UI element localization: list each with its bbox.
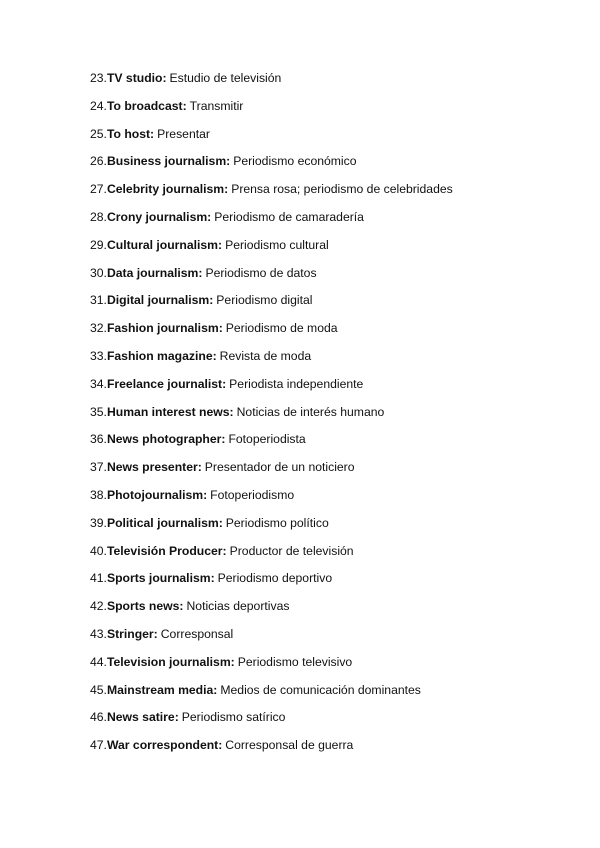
entry-number: 24.	[90, 98, 107, 113]
entry-term: Stringer:	[106, 626, 158, 641]
entry-translation: Noticias deportivas	[186, 599, 290, 614]
entry-translation: Periodismo televisivo	[237, 654, 353, 669]
glossary-entry	[90, 153, 453, 181]
glossary-entry	[90, 320, 453, 348]
entry-translation: Noticias de interés humano	[236, 404, 385, 419]
entry-term: News presenter:	[106, 460, 202, 475]
entry-number: 27.	[90, 182, 107, 197]
glossary-list	[90, 70, 453, 765]
glossary-entry	[90, 543, 453, 571]
entry-term: Fashion journalism:	[106, 321, 223, 336]
entry-number: 40.	[90, 543, 107, 558]
entry-number: 30.	[90, 265, 107, 280]
entry-translation: Periodismo cultural	[225, 237, 329, 252]
entry-term: Human interest news:	[106, 404, 234, 419]
entry-number: 28.	[90, 209, 107, 224]
glossary-entry	[90, 70, 453, 98]
entry-translation: Estudio de televisión	[169, 71, 282, 85]
entry-number: 37.	[90, 460, 107, 475]
glossary-entry	[90, 459, 453, 487]
entry-number: 34.	[90, 376, 107, 391]
entry-term: News photographer:	[106, 432, 226, 447]
entry-translation: Fotoperiodista	[228, 432, 306, 447]
entry-number: 23.	[90, 71, 107, 85]
entry-number: 25.	[90, 126, 107, 141]
entry-term: News satire:	[106, 710, 179, 725]
entry-term: Sports news:	[106, 599, 184, 614]
entry-translation: Periodismo de datos	[205, 265, 317, 280]
entry-number: 26.	[90, 154, 107, 169]
entry-translation: Presentar	[157, 126, 210, 141]
entry-translation: Fotoperiodismo	[210, 487, 295, 502]
glossary-entry	[90, 348, 453, 376]
entry-term: Televisión Producer:	[106, 543, 227, 558]
entry-number: 41.	[90, 571, 107, 586]
entry-number: 32.	[90, 321, 107, 336]
glossary-entry	[90, 598, 453, 626]
glossary-entry	[90, 98, 453, 126]
entry-number: 31.	[90, 293, 107, 308]
entry-translation: Periodismo político	[225, 515, 329, 530]
entry-translation: Periodismo económico	[233, 154, 357, 169]
entry-number: 38.	[90, 487, 107, 502]
entry-term: Digital journalism:	[106, 293, 214, 308]
glossary-entry	[90, 292, 453, 320]
entry-number: 42.	[90, 599, 107, 614]
entry-translation: Presentador de un noticiero	[204, 460, 355, 475]
entry-number: 33.	[90, 348, 107, 363]
entry-term: Business journalism:	[106, 154, 231, 169]
entry-term: Cultural journalism:	[106, 237, 223, 252]
entry-term: Political journalism:	[106, 515, 223, 530]
entry-number: 39.	[90, 515, 107, 530]
entry-term: Crony journalism:	[106, 209, 212, 224]
glossary-entry	[90, 237, 453, 265]
glossary-entry	[90, 265, 453, 293]
glossary-entry	[90, 376, 453, 404]
glossary-entry	[90, 515, 453, 543]
entry-term: Celebrity journalism:	[106, 182, 229, 197]
entry-translation: Prensa rosa; periodismo de celebridades	[231, 182, 453, 197]
entry-term: Fashion magazine:	[106, 348, 217, 363]
entry-term: Photojournalism:	[106, 487, 208, 502]
entry-number: 44.	[90, 654, 107, 669]
entry-translation: Productor de televisión	[229, 543, 354, 558]
entry-translation: Corresponsal	[160, 626, 234, 641]
entry-number: 47.	[90, 738, 107, 753]
glossary-entry	[90, 626, 453, 654]
entry-term: Mainstream media:	[106, 682, 218, 697]
glossary-entry	[90, 570, 453, 598]
entry-translation: Medios de comunicación dominantes	[220, 682, 421, 697]
glossary-entry	[90, 709, 453, 737]
glossary-entry	[90, 181, 453, 209]
entry-translation: Corresponsal de guerra	[225, 738, 354, 753]
entry-term: TV studio:	[106, 71, 167, 85]
glossary-entry	[90, 682, 453, 710]
entry-term: To host:	[106, 126, 155, 141]
entry-translation: Periodismo deportivo	[217, 571, 333, 586]
entry-term: To broadcast:	[106, 98, 187, 113]
glossary-entry	[90, 487, 453, 515]
glossary-entry	[90, 737, 453, 765]
entry-translation: Transmitir	[189, 98, 244, 113]
entry-translation: Periodismo digital	[216, 293, 313, 308]
glossary-entry	[90, 209, 453, 237]
glossary-entry	[90, 654, 453, 682]
entry-translation: Periodismo de camaradería	[214, 209, 364, 224]
entry-term: Data journalism:	[106, 265, 203, 280]
entry-number: 45.	[90, 682, 107, 697]
glossary-entry	[90, 404, 453, 432]
entry-term: Sports journalism:	[106, 571, 215, 586]
glossary-entry	[90, 126, 453, 154]
entry-term: Television journalism:	[106, 654, 235, 669]
entry-number: 36.	[90, 432, 107, 447]
entry-translation: Periodista independiente	[229, 376, 364, 391]
entry-number: 29.	[90, 237, 107, 252]
entry-translation: Periodismo satírico	[181, 710, 286, 725]
entry-number: 46.	[90, 710, 107, 725]
entry-number: 43.	[90, 626, 107, 641]
entry-translation: Revista de moda	[219, 348, 312, 363]
entry-term: Freelance journalist:	[106, 376, 227, 391]
entry-translation: Periodismo de moda	[225, 321, 338, 336]
entry-term: War correspondent:	[106, 738, 223, 753]
entry-number: 35.	[90, 404, 107, 419]
glossary-entry	[90, 431, 453, 459]
